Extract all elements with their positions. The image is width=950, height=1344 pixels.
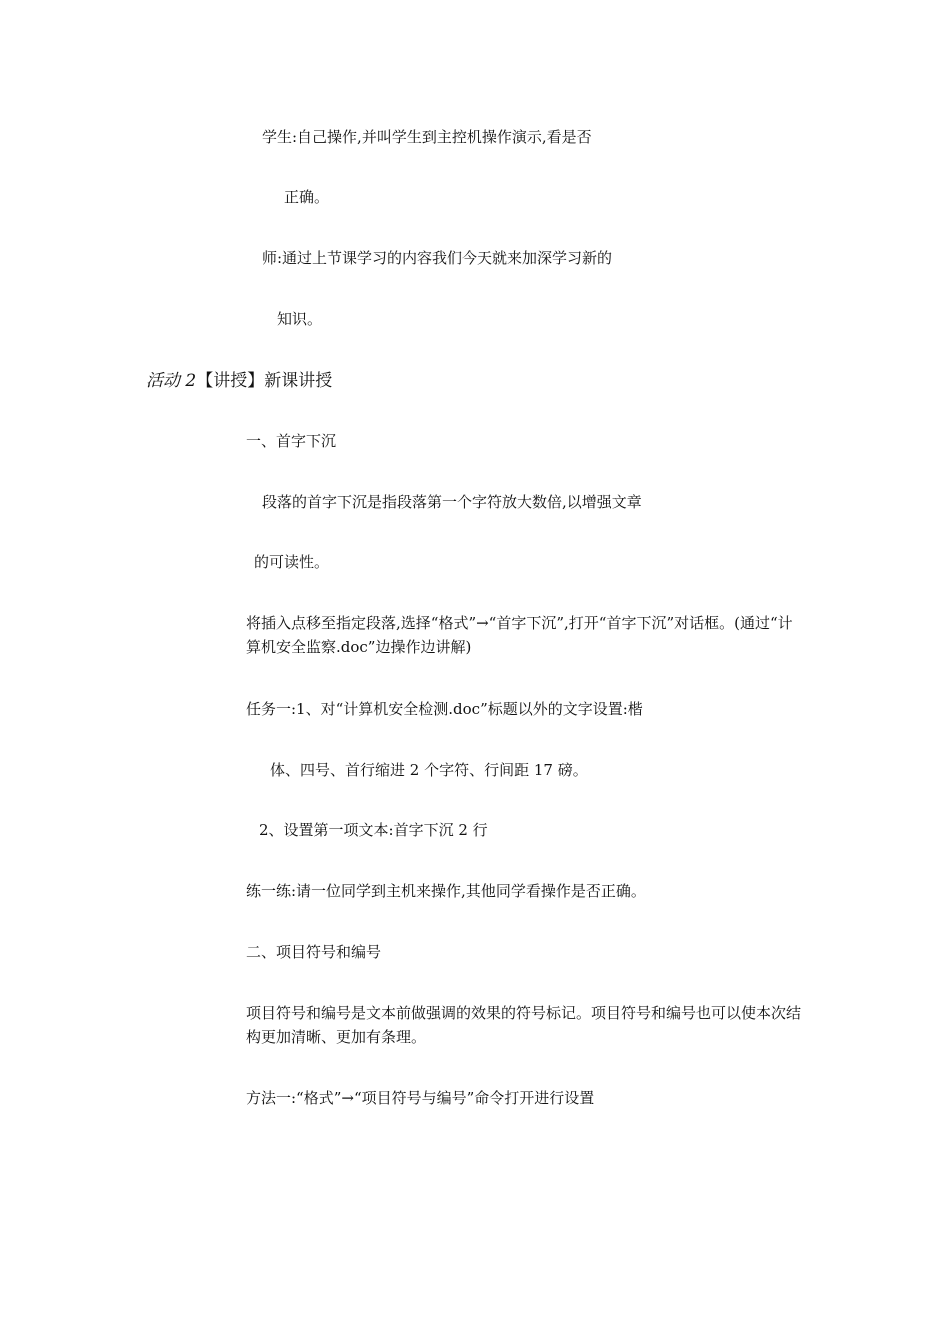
text-line: 知识。 — [277, 310, 323, 328]
text-line: 师:通过上节课学习的内容我们今天就来加深学习新的 — [262, 249, 613, 267]
text-line: 学生:自己操作,并叫学生到主控机操作演示,看是否 — [262, 128, 592, 146]
text-line: 正确。 — [284, 188, 330, 206]
section-title: 一、首字下沉 — [246, 432, 337, 450]
section-title: 二、项目符号和编号 — [246, 943, 382, 961]
text-line: 任务一:1、对“计算机安全检测.doc”标题以外的文字设置:楷 — [246, 700, 643, 718]
activity-heading-label: 活动 2 — [146, 371, 197, 391]
text-line: 2、设置第一项文本:首字下沉 2 行 — [259, 821, 488, 839]
text-line: 的可读性。 — [254, 553, 330, 571]
paragraph: 项目符号和编号是文本前做强调的效果的符号标记。项目符号和编号也可以使本次结构更加清晰、更加有条理。 — [246, 1004, 802, 1046]
text-line: 段落的首字下沉是指段落第一个字符放大数倍,以增强文章 — [262, 493, 642, 511]
text-line: 方法一:“格式”→“项目符号与编号”命令打开进行设置 — [246, 1089, 595, 1107]
activity-heading — [146, 370, 332, 392]
text-line: 体、四号、首行缩进 2 个字符、行间距 17 磅。 — [270, 761, 588, 779]
activity-heading-title: 【讲授】新课讲授 — [196, 371, 333, 391]
paragraph: 将插入点移至指定段落,选择“格式”→“首字下沉”,打开“首字下沉”对话框。(通过“计算机安全监察.doc”边操作边讲解) — [246, 614, 793, 656]
text-line: 练一练:请一位同学到主机来操作,其他同学看操作是否正确。 — [246, 882, 646, 900]
